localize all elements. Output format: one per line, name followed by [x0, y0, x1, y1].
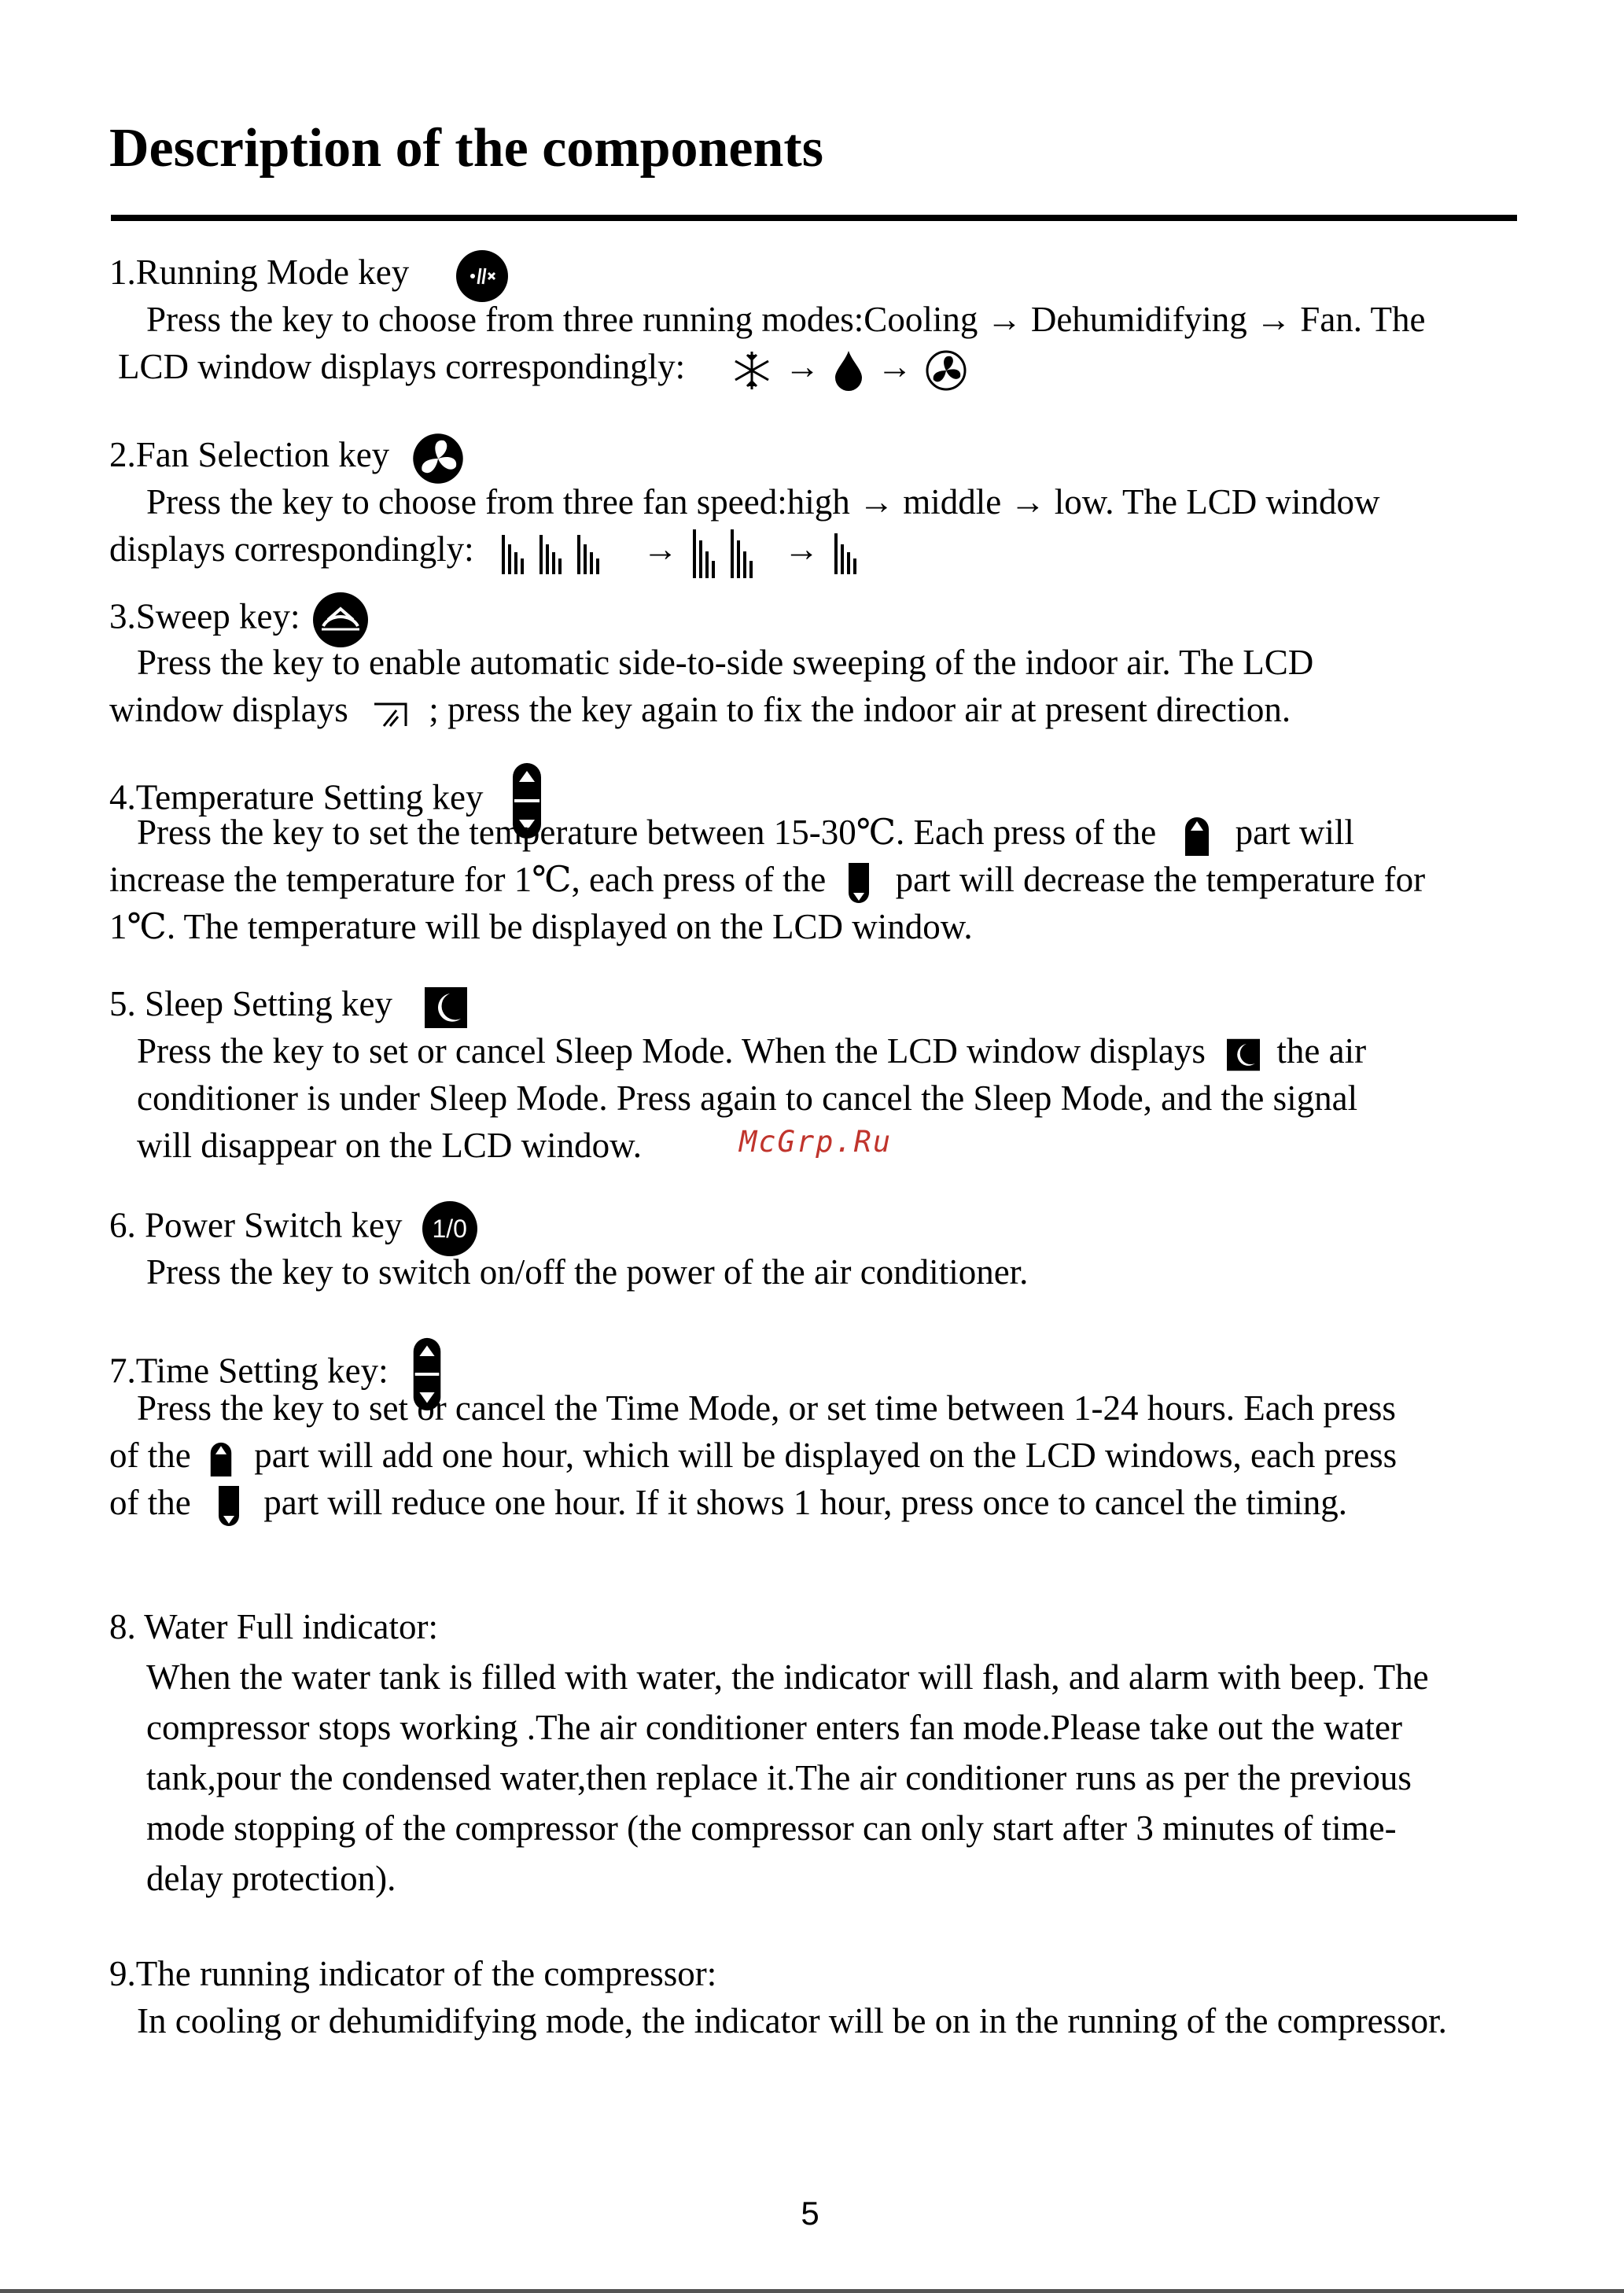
title-divider: [111, 215, 1517, 221]
arrow: →: [783, 529, 819, 569]
section-4-line-2b: part will decrease the temperature for: [895, 860, 1426, 899]
arrow: →: [784, 347, 820, 386]
section-8-line: tank,pour the condensed water,then replace it.The air conditioner runs as per the previous: [146, 1758, 1412, 1797]
sleep-moon-icon: [1227, 1038, 1260, 1071]
arrow: →: [643, 529, 679, 569]
section-4-heading: 4.Temperature Setting key: [109, 777, 484, 817]
power-key-icon: 1/0: [422, 1201, 477, 1256]
up-part-icon: [1184, 815, 1210, 857]
section-1-heading: 1.Running Mode key: [109, 253, 410, 292]
section-7-line-2-row: [109, 1432, 1397, 1480]
section-4-line-1a: Press the key to set the temperature between 15-30℃. Each press of the: [137, 813, 1157, 852]
fan-icon: [926, 350, 967, 391]
section-2-heading-row: [109, 431, 464, 485]
section-5-line-1-row: [137, 1027, 1366, 1075]
arrow: →: [877, 347, 913, 386]
section-6-heading: 6. Power Switch key: [109, 1205, 403, 1245]
section-7-heading: 7.Time Setting key:: [109, 1351, 389, 1391]
down-part-icon: [217, 1484, 241, 1528]
fan-speed-bars-icon: [691, 526, 764, 580]
section-8-line: mode stopping of the compressor (the compressor can only start after 3 minutes of time-: [146, 1808, 1397, 1848]
section-3-line-2-row: [109, 686, 1291, 733]
section-7-line-3-row: [109, 1479, 1347, 1528]
section-4-line-2-row: [109, 856, 1425, 905]
section-3-heading: 3.Sweep key:: [109, 596, 300, 636]
down-part-icon: [847, 861, 871, 905]
section-1-heading-row: [109, 249, 509, 303]
fan-speed-bars-icon: [833, 530, 867, 576]
water-drop-icon: [834, 349, 864, 392]
up-part-icon: [209, 1439, 233, 1480]
watermark: McGrp.Ru: [739, 1125, 893, 1159]
page-title: Description of the components: [109, 118, 823, 179]
section-5-heading: 5. Sleep Setting key: [109, 984, 392, 1023]
section-7-line-3b: part will reduce one hour. If it shows 1 hour, press once to cancel the timing.: [263, 1483, 1348, 1522]
section-5-heading-row: [109, 980, 467, 1028]
section-2-line-2-row: [109, 525, 867, 580]
fan-icon: [412, 433, 464, 485]
bottom-border: [0, 2289, 1624, 2293]
section-4-line-1b: part will: [1235, 813, 1354, 852]
section-5-line-1b: the air: [1276, 1031, 1367, 1071]
sweep-lcd-icon: [373, 698, 409, 729]
section-2-line-2: displays correspondingly:: [109, 529, 474, 569]
section-9-line-1: In cooling or dehumidifying mode, the indicator will be on in the running of the compressor.: [137, 2001, 1447, 2040]
section-1-line-2: LCD window displays correspondingly:: [118, 347, 686, 386]
section-3-line-1: Press the key to enable automatic side-to-side sweeping of the indoor air. The LCD: [137, 643, 1314, 682]
section-7-line-3a: of the: [109, 1483, 191, 1522]
section-6-line-1: Press the key to switch on/off the power of the air conditioner.: [146, 1252, 1029, 1292]
mode-key-icon: [455, 249, 509, 303]
page-number: 5: [801, 2195, 819, 2232]
section-8-heading: 8. Water Full indicator:: [109, 1607, 438, 1646]
snowflake-icon: [733, 350, 771, 391]
section-8-line: delay protection).: [146, 1859, 396, 1898]
section-5-line-1a: Press the key to set or cancel Sleep Mode. When the LCD window displays: [137, 1031, 1206, 1071]
fan-speed-bars-icon: [500, 530, 610, 576]
section-8-line: When the water tank is filled with water, the indicator will flash, and alarm with beep. The: [146, 1657, 1429, 1697]
section-3-line-2b: ; press the key again to fix the indoor air at present direction.: [429, 690, 1291, 729]
section-7-line-2b: part will add one hour, which will be displayed on the LCD windows, each press: [254, 1436, 1398, 1475]
section-5-line-3: will disappear on the LCD window.: [137, 1126, 642, 1165]
section-7-line-1: Press the key to set or cancel the Time Mode, or set time between 1-24 hours. Each press: [137, 1388, 1396, 1428]
section-9-heading: 9.The running indicator of the compressor:: [109, 1954, 717, 1993]
section-7-line-2a: of the: [109, 1436, 191, 1475]
section-8-line: compressor stops working .The air conditioner enters fan mode.Please take out the water: [146, 1708, 1403, 1747]
section-3-line-2a: window displays: [109, 690, 348, 729]
section-2-heading: 2.Fan Selection key: [109, 435, 390, 474]
section-5-line-2: conditioner is under Sleep Mode. Press again to cancel the Sleep Mode, and the signal: [137, 1078, 1358, 1118]
section-4-line-3: 1℃. The temperature will be displayed on the LCD window.: [109, 907, 973, 946]
section-1-line-2-row: [118, 343, 967, 392]
sleep-moon-icon: [425, 987, 467, 1028]
section-4-line-2a: increase the temperature for 1℃, each press of the: [109, 860, 827, 899]
section-2-line-1: Press the key to choose from three fan speed:high → middle → low. The LCD window: [146, 482, 1380, 522]
section-1-line-1: Press the key to choose from three running modes:Cooling → Dehumidifying → Fan. The: [146, 300, 1426, 339]
section-4-line-1-row: [137, 809, 1354, 857]
